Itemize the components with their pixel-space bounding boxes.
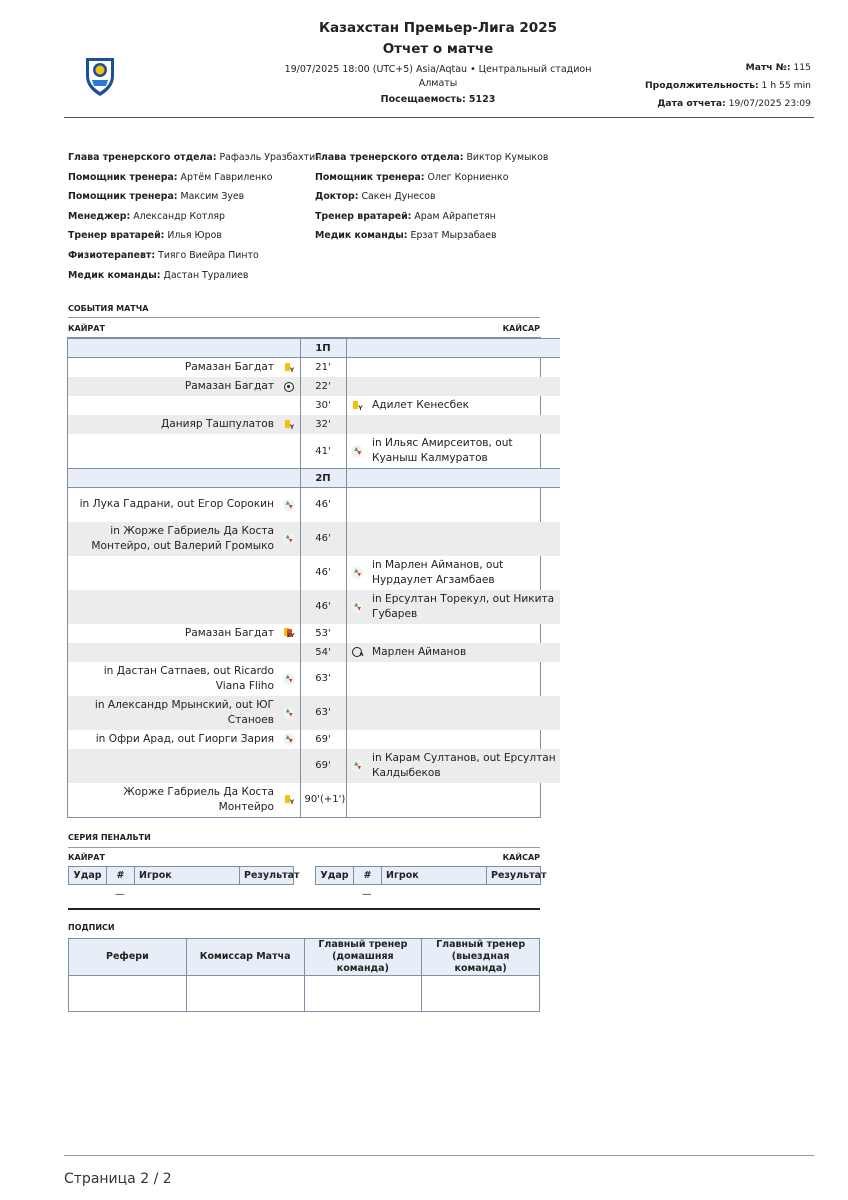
sig-home-coach-box: [304, 976, 422, 1012]
penalties-home-table: [68, 866, 300, 903]
home-event-player: [68, 396, 278, 415]
substitution-icon: [283, 673, 295, 685]
match-number: Матч №: 115: [745, 62, 811, 73]
report-date: Дата отчета: 19/07/2025 23:09: [657, 98, 811, 109]
away-event-player: in Карам Султанов, out Ерсултан Калдыбеков: [368, 749, 560, 783]
away-event-player: [368, 415, 560, 434]
period-header-row: [68, 339, 560, 358]
event-row: [68, 643, 560, 662]
event-icon-cell: [346, 358, 368, 378]
pen-col-number: #: [354, 867, 382, 885]
away-event-player: in Ерсултан Торекул, out Никита Губарев: [368, 590, 560, 624]
staff-name: Максим Зуев: [180, 191, 245, 203]
events-home-team: КАЙРАТ: [68, 324, 105, 333]
pen-col-result: Результат: [240, 867, 294, 885]
home-event-player: in Офри Арад, out Гиорги Зария: [95, 732, 274, 745]
sig-away-coach: Главный тренер (выездная команда): [422, 939, 540, 976]
event-icon-cell: [278, 396, 300, 415]
event-icon-cell: [346, 488, 368, 522]
event-row: [68, 590, 560, 624]
event-icon-cell: [346, 662, 368, 696]
staff-role: Тренер вратарей:: [68, 230, 165, 242]
match-duration: Продолжительность: 1 h 55 min: [644, 80, 811, 91]
event-minute: 54': [300, 643, 346, 662]
home-event-player: in Лука Гадрани, out Егор Сорокин: [79, 498, 274, 511]
event-minute: 22': [300, 377, 346, 396]
home-event-player: [68, 434, 278, 469]
staff-entry: [315, 168, 548, 188]
event-icon-cell: [278, 783, 300, 817]
substitution-icon: [283, 499, 295, 511]
event-icon-cell: [346, 749, 368, 783]
staff-role: Тренер вратарей:: [315, 210, 412, 222]
event-icon-cell: [278, 749, 300, 783]
match-meta: [645, 59, 811, 113]
staff-name: Артём Гавриленко: [180, 171, 273, 183]
staff-entry: [68, 246, 321, 266]
event-icon-cell: [278, 488, 300, 522]
league-title: Казахстан Премьер-Лига 2025: [319, 20, 557, 36]
substitution-icon: [283, 733, 295, 745]
pen-home-empty: —: [115, 888, 125, 900]
staff-entry: [68, 226, 321, 246]
page-number: Страница 2 / 2: [64, 1171, 172, 1187]
event-icon-cell: [278, 590, 300, 624]
event-icon-cell: [346, 396, 368, 415]
events-section-rule: [68, 317, 540, 318]
event-minute: 32': [300, 415, 346, 434]
staff-entry: [68, 187, 321, 207]
event-minute: 69': [300, 749, 346, 783]
penalties-away-team: КАЙСАР: [502, 853, 540, 862]
event-minute: 30': [300, 396, 346, 415]
away-event-player: Адилет Кенесбек: [372, 399, 470, 411]
event-icon-cell: [346, 377, 368, 396]
event-icon-cell: [278, 522, 300, 556]
home-event-player: Рамазан Багдат: [184, 361, 274, 373]
event-icon-cell: [278, 662, 300, 696]
event-row: [68, 696, 560, 730]
event-icon-cell: [278, 730, 300, 749]
staff-role: Доктор:: [315, 191, 359, 203]
sig-away-coach-box: [422, 976, 540, 1012]
staff-role: Помощник тренера:: [68, 171, 178, 183]
substitution-icon: [351, 601, 363, 613]
event-row: [68, 662, 560, 696]
event-icon-cell: [278, 434, 300, 469]
yellow-card-icon: [283, 419, 295, 431]
event-row: [68, 415, 560, 434]
goal-icon: [284, 382, 294, 392]
event-minute: 63': [300, 662, 346, 696]
away-event-player: [368, 662, 560, 696]
event-row: [68, 358, 560, 378]
event-row: [68, 749, 560, 783]
staff-name: Олег Корниенко: [427, 171, 509, 183]
event-icon-cell: [278, 358, 300, 378]
penalties-away-table: [315, 866, 547, 903]
event-icon-cell: [346, 696, 368, 730]
sig-home-coach: Главный тренер (домашняя команда): [304, 939, 422, 976]
substitution-icon: [283, 707, 295, 719]
event-minute: 46': [300, 590, 346, 624]
event-row: [68, 434, 560, 469]
yellow-card-icon: [283, 362, 295, 374]
staff-name: Виктор Кумыков: [466, 152, 549, 163]
away-event-player: [368, 377, 560, 396]
event-row: [68, 522, 560, 556]
away-event-player: in Марлен Айманов, out Нурдаулет Агзамбаев: [372, 558, 504, 586]
sig-commissioner: Комиссар Матча: [186, 939, 304, 976]
away-event-player: [368, 730, 560, 749]
pen-away-empty: —: [362, 888, 372, 900]
event-icon-cell: [278, 415, 300, 434]
event-minute: 46': [300, 522, 346, 556]
sig-commissioner-box: [186, 976, 304, 1012]
footer-rule: [64, 1155, 814, 1156]
home-event-player: Жорже Габриель Да Коста Монтейро: [123, 785, 274, 813]
staff-role: Менеджер:: [68, 210, 131, 222]
staff-role: Помощник тренера:: [68, 191, 178, 203]
pen-col-player: Игрок: [135, 867, 240, 885]
event-icon-cell: [278, 377, 300, 396]
staff-entry: [68, 207, 321, 227]
events-section-title: СОБЫТИЯ МАТЧА: [68, 304, 149, 313]
home-event-player: Данияр Ташпулатов: [68, 415, 278, 434]
sig-referee-box: [69, 976, 187, 1012]
event-icon-cell: [346, 643, 368, 662]
event-icon-cell: [346, 624, 368, 643]
away-event-player: in Ильяс Амирсеитов, out Куаныш Калмуратов: [372, 437, 513, 464]
pen-col-number: #: [107, 867, 135, 885]
penalties-home-team: КАЙРАТ: [68, 853, 105, 862]
period-label: 1П: [300, 339, 346, 358]
event-minute: 46': [300, 556, 346, 590]
event-icon-cell: [346, 415, 368, 434]
event-icon-cell: [346, 522, 368, 556]
staff-entry: [68, 266, 321, 286]
event-icon-cell: [346, 434, 368, 469]
event-icon-cell: [346, 730, 368, 749]
staff-role: Медик команды:: [68, 269, 161, 281]
signatures-table: [68, 938, 540, 1012]
event-minute: 90'(+1'): [300, 783, 346, 817]
home-event-player: Рамазан Багдат: [68, 377, 278, 396]
penalties-section-rule: [68, 847, 540, 848]
staff-entry: [68, 168, 321, 188]
event-row: [68, 396, 560, 415]
penalties-section-title: СЕРИЯ ПЕНАЛЬТИ: [68, 833, 151, 842]
event-row: [68, 783, 560, 817]
event-icon-cell: [278, 696, 300, 730]
staff-entry: [315, 207, 548, 227]
events-away-team: КАЙСАР: [502, 324, 540, 333]
away-event-player: [368, 358, 560, 378]
report-title: Отчет о матче: [382, 41, 494, 57]
away-event-player: [368, 783, 560, 817]
away-event-player: [368, 624, 560, 643]
away-staff-list: [315, 148, 548, 246]
staff-name: Тияго Виейра Пинто: [158, 249, 259, 261]
event-minute: 46': [300, 488, 346, 522]
event-icon-cell: [278, 624, 300, 643]
event-row: [68, 377, 560, 396]
yellow-card-icon: [351, 400, 363, 412]
away-event-player: [368, 696, 560, 730]
period-label: 2П: [300, 469, 346, 488]
league-logo: [80, 54, 120, 98]
staff-entry: [315, 187, 548, 207]
staff-name: Ерзат Мырзабаев: [410, 230, 497, 242]
substitution-icon: [351, 445, 363, 457]
event-row: [68, 730, 560, 749]
sig-referee: Рефери: [69, 939, 187, 976]
home-event-player: in Жорже Габриель Да Коста Монтейро, out Валерий Громыко: [68, 522, 278, 556]
home-event-player: [68, 556, 278, 590]
staff-role: Глава тренерского отдела:: [68, 152, 217, 163]
event-minute: 41': [300, 434, 346, 469]
event-icon-cell: [278, 556, 300, 590]
away-event-player: [368, 488, 560, 522]
assist-icon: [351, 646, 363, 658]
event-icon-cell: [278, 643, 300, 662]
match-city: Алматы: [418, 78, 458, 89]
home-event-player: in Александр Мрынский, out ЮГ Станоев: [68, 696, 278, 730]
home-event-player: [68, 590, 278, 624]
pen-col-shot: Удар: [69, 867, 107, 885]
home-event-player: [68, 749, 278, 783]
staff-name: Дастан Туралиев: [163, 269, 249, 281]
second-yellow-card-icon: [283, 627, 295, 639]
staff-name: Илья Юров: [167, 230, 222, 242]
substitution-icon: [351, 567, 363, 579]
penalties-bottom-rule: [68, 908, 540, 910]
event-minute: 53': [300, 624, 346, 643]
event-minute: 69': [300, 730, 346, 749]
substitution-icon: [351, 760, 363, 772]
staff-entry: [315, 226, 548, 246]
pen-col-result: Результат: [487, 867, 541, 885]
staff-name: Рафаэль Уразбахтин: [219, 152, 322, 163]
event-minute: 21': [300, 358, 346, 378]
header-divider: [64, 117, 814, 118]
staff-entry: [68, 148, 321, 168]
event-row: [68, 556, 560, 590]
staff-role: Физиотерапевт:: [68, 249, 156, 261]
staff-name: Арам Айрапетян: [414, 210, 496, 222]
pen-col-shot: Удар: [316, 867, 354, 885]
staff-role: Медик команды:: [315, 230, 408, 242]
staff-role: Помощник тренера:: [315, 171, 425, 183]
home-event-player: Рамазан Багдат: [184, 626, 274, 639]
signatures-section-title: ПОДПИСИ: [68, 923, 115, 932]
attendance-value: 5123: [468, 94, 496, 105]
staff-name: Александр Котляр: [133, 210, 225, 222]
event-icon-cell: [346, 783, 368, 817]
event-icon-cell: [346, 556, 368, 590]
events-table-wrapper: [67, 337, 556, 818]
staff-role: Глава тренерского отдела:: [315, 152, 464, 163]
away-event-player: [368, 522, 560, 556]
events-table: [68, 338, 560, 817]
match-datetime-venue: 19/07/2025 18:00 (UTC+5) Asia/Aqtau • Центральный стадион: [284, 64, 592, 75]
away-event-player: Марлен Айманов: [368, 643, 560, 662]
event-row: [68, 624, 560, 643]
home-event-player: [68, 643, 278, 662]
event-minute: 63': [300, 696, 346, 730]
home-event-player: in Дастан Сатпаев, out Ricardo Viana Fliho: [103, 664, 274, 692]
yellow-card-icon: [283, 794, 295, 806]
substitution-icon: [283, 533, 295, 545]
home-staff-list: [68, 148, 321, 285]
event-icon-cell: [346, 590, 368, 624]
staff-name: Сакен Дунесов: [361, 191, 436, 203]
period-header-row: [68, 469, 560, 488]
staff-entry: [315, 148, 548, 168]
event-row: [68, 488, 560, 522]
pen-col-player: Игрок: [382, 867, 487, 885]
attendance-label: Посещаемость:: [380, 94, 466, 105]
